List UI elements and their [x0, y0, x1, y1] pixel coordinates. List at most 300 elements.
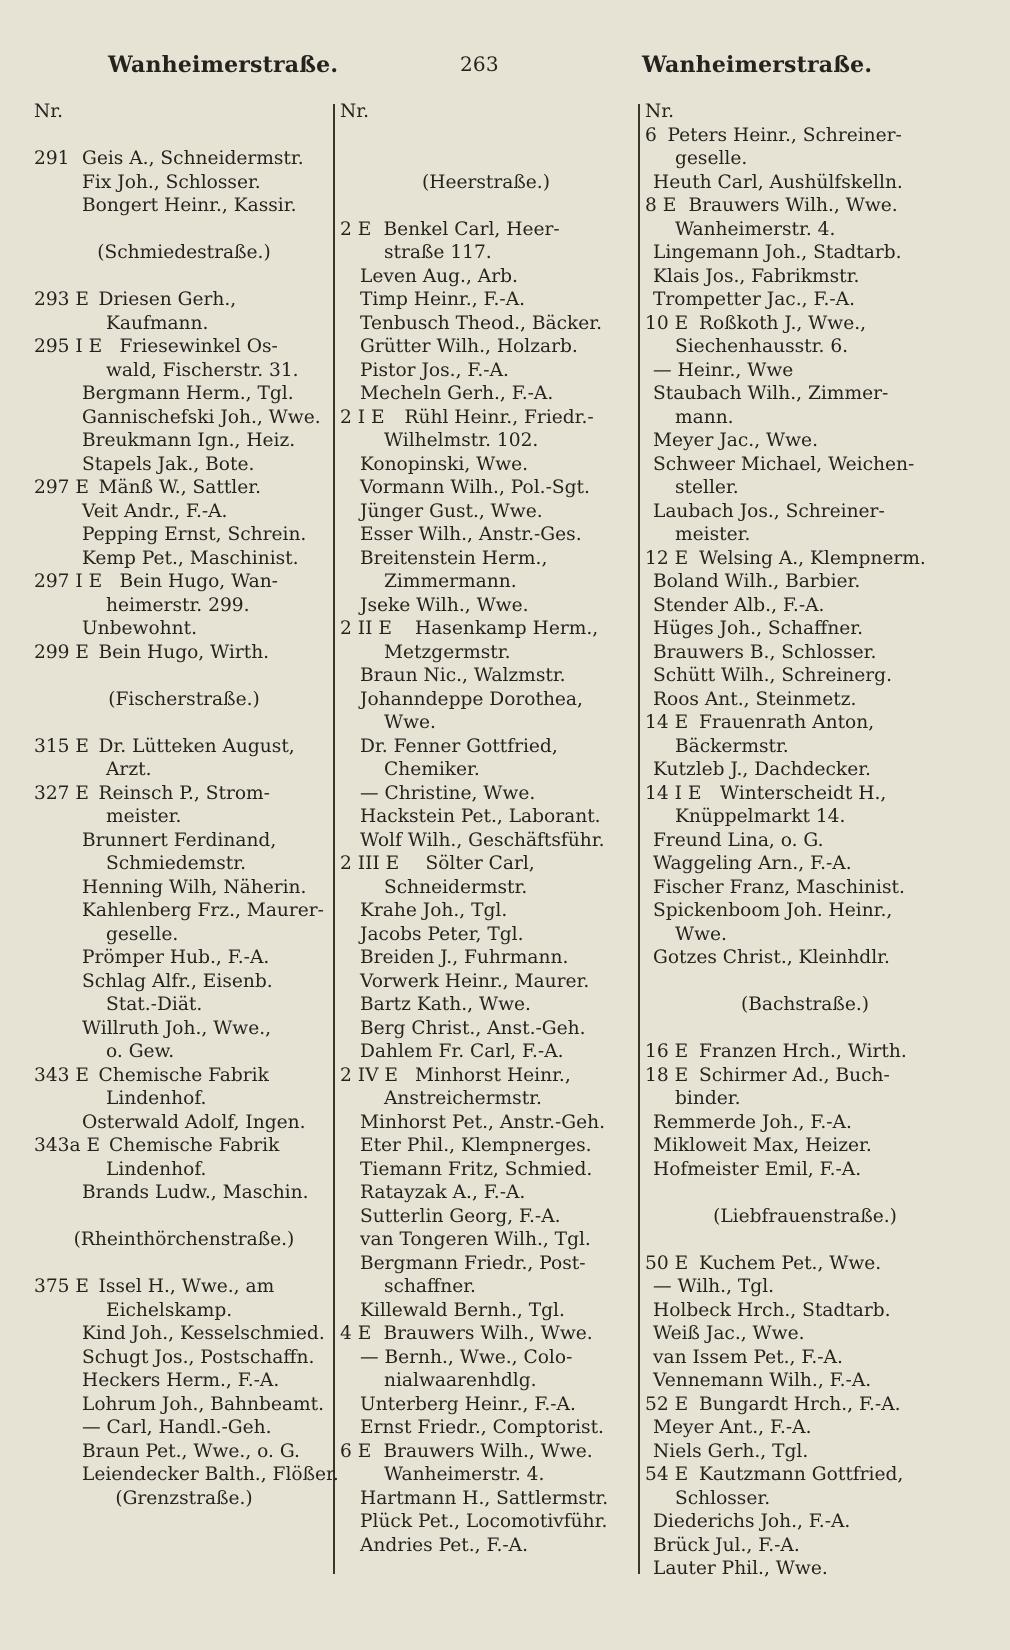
entry-continuation	[340, 429, 632, 453]
resident-text: Kutzleb J., Dachdecker.	[653, 759, 871, 780]
directory-entry	[645, 1534, 965, 1558]
resident-text: Andries Pet., F.-A.	[360, 1534, 529, 1556]
entry-continuation	[645, 923, 965, 947]
house-number: 343 E	[34, 1064, 89, 1086]
entry-continuation	[340, 758, 632, 782]
entry-continuation	[340, 1369, 632, 1393]
entry-continuation	[34, 1158, 334, 1182]
resident-text: Lauter Phil., Wwe.	[653, 1558, 828, 1579]
resident-text: Brands Ludw., Maschin.	[82, 1182, 309, 1203]
resident-text: Rühl Heinr., Friedr.-	[404, 406, 594, 428]
resident-text: Henning Wilh, Näherin.	[82, 876, 307, 898]
resident-text: van Tongeren Wilh., Tgl.	[360, 1229, 591, 1250]
resident-text: Zimmermann.	[384, 571, 517, 592]
directory-entry	[340, 1064, 632, 1088]
house-number: 2 II E	[340, 618, 392, 639]
directory-entry	[340, 993, 632, 1017]
entry-continuation	[34, 312, 334, 336]
directory-entry	[645, 876, 965, 900]
directory-entry	[340, 1346, 632, 1370]
entry-continuation	[340, 241, 632, 265]
directory-entry	[34, 1275, 334, 1299]
house-number: 4 E	[340, 1323, 372, 1344]
directory-entry	[34, 1463, 339, 1487]
page-number: 263	[460, 52, 499, 76]
resident-text: Arzt.	[106, 759, 152, 780]
resident-text: Bergmann Herm., Tgl.	[82, 383, 294, 404]
street-section-heading: (Fischerstraße.)	[108, 688, 260, 710]
resident-text: Kahlenberg Frz., Maurer-	[82, 900, 324, 921]
resident-text: Issel H., Wwe., am	[98, 1276, 275, 1297]
entry-continuation	[34, 594, 334, 618]
resident-text: Wanheimerstr. 4.	[384, 1464, 545, 1485]
directory-entry	[645, 500, 965, 524]
resident-text: Tenbusch Theod., Bäcker.	[360, 312, 603, 334]
house-number: 375 E	[34, 1276, 89, 1297]
resident-text: Schmiedemstr.	[106, 853, 247, 874]
entry-continuation	[340, 711, 632, 735]
directory-entry	[645, 641, 965, 665]
directory-entry	[645, 688, 965, 712]
directory-entry	[340, 664, 632, 688]
resident-text: — Carl, Handl.-Geh.	[82, 1417, 272, 1438]
street-section-heading: (Heerstraße.)	[422, 171, 550, 193]
directory-entry	[34, 171, 334, 195]
directory-entry	[34, 194, 334, 218]
resident-text: Wolf Wilh., Geschäftsführ.	[360, 829, 605, 851]
resident-text: Osterwald Adolf, Ingen.	[82, 1111, 306, 1133]
directory-entry	[645, 312, 965, 336]
house-number: 2 I E	[340, 406, 385, 428]
directory-entry	[34, 782, 334, 806]
entry-continuation	[645, 1087, 965, 1111]
house-number: 295 I E	[34, 336, 103, 357]
resident-text: Chemische Fabrik	[109, 1135, 280, 1156]
resident-text: Prömper Hub., F.-A.	[82, 947, 270, 968]
resident-text: van Issem Pet., F.-A.	[653, 1346, 843, 1368]
house-number: 297 E	[34, 477, 89, 498]
directory-entry	[645, 1346, 965, 1370]
resident-text: steller.	[675, 477, 739, 498]
resident-text: Hasenkamp Herm.,	[415, 618, 599, 639]
directory-entry	[645, 288, 965, 312]
resident-text: Diederichs Joh., F.-A.	[653, 1511, 851, 1532]
resident-text: Brauwers Wilh., Wwe.	[688, 195, 898, 216]
directory-entry	[645, 852, 965, 876]
entry-continuation	[34, 1299, 334, 1323]
resident-text: wald, Fischerstr. 31.	[106, 359, 299, 381]
house-number: 54 E	[645, 1464, 689, 1485]
resident-text: Kautzmann Gottfried,	[699, 1464, 904, 1485]
resident-text: Eter Phil., Klempnerges.	[360, 1135, 592, 1156]
resident-text: Johanndeppe Dorothea,	[360, 688, 583, 710]
resident-text: Lindenhof.	[106, 1088, 207, 1109]
house-number: 8 E	[645, 195, 677, 216]
directory-entry	[645, 782, 965, 806]
running-head-right: Wanheimerstraße.	[642, 52, 873, 78]
directory-entry	[340, 1181, 632, 1205]
resident-text: Timp Heinr., F.-A.	[360, 289, 526, 310]
resident-text: Lindenhof.	[106, 1158, 207, 1180]
spacer	[340, 194, 632, 218]
resident-text: Jünger Gust., Wwe.	[360, 500, 543, 522]
resident-text: Pepping Ernst, Schrein.	[82, 524, 307, 545]
resident-text: Kind Joh., Kesselschmied.	[82, 1323, 325, 1344]
resident-text: binder.	[675, 1088, 741, 1109]
resident-text: schaffner.	[384, 1276, 476, 1297]
entry-continuation	[645, 735, 965, 759]
directory-entry	[34, 547, 334, 571]
directory-entry	[34, 1181, 334, 1205]
directory-entry	[34, 570, 334, 594]
house-number: 14 E	[645, 712, 689, 733]
resident-text: Dr. Fenner Gottfried,	[360, 735, 558, 757]
resident-text: Hüges Joh., Schaffner.	[653, 618, 864, 639]
resident-text: o. Gew.	[106, 1041, 175, 1062]
directory-entry	[340, 1416, 632, 1440]
resident-text: Plück Pet., Locomotivführ.	[360, 1511, 608, 1532]
resident-text: Siechenhausstr. 6.	[675, 336, 849, 357]
resident-text: Braun Nic., Walzmstr.	[360, 665, 566, 686]
house-number: 10 E	[645, 312, 689, 334]
entry-continuation	[645, 805, 965, 829]
resident-text: Schneidermstr.	[384, 876, 528, 898]
spacer	[645, 1228, 965, 1252]
directory-entry	[645, 194, 965, 218]
directory-entry	[340, 547, 632, 571]
spacer	[34, 1252, 334, 1276]
entry-continuation	[340, 1463, 632, 1487]
entry-continuation	[34, 758, 334, 782]
directory-entry	[645, 1510, 965, 1534]
entry-continuation	[645, 147, 965, 171]
resident-text: Braun Pet., Wwe., o. G.	[82, 1440, 300, 1462]
column-2	[340, 100, 632, 1557]
street-section-heading: (Rheinthörchenstraße.)	[73, 1229, 295, 1250]
resident-text: Meyer Ant., F.-A.	[653, 1417, 812, 1438]
directory-entry	[645, 1134, 965, 1158]
directory-entry	[645, 570, 965, 594]
resident-text: Unbewohnt.	[82, 618, 197, 639]
directory-entry	[645, 359, 965, 383]
resident-text: Kemp Pet., Maschinist.	[82, 547, 299, 569]
resident-text: geselle.	[106, 923, 179, 945]
resident-text: Mänß W., Sattler.	[98, 477, 261, 498]
resident-text: Sutterlin Georg, F.-A.	[360, 1205, 561, 1227]
directory-entry	[34, 1064, 334, 1088]
directory-entry	[340, 335, 632, 359]
directory-entry	[645, 124, 965, 148]
resident-text: Sölter Carl,	[425, 853, 535, 874]
directory-entry	[34, 500, 334, 524]
directory-entry	[340, 359, 632, 383]
resident-text: Wanheimerstr. 4.	[675, 218, 836, 240]
directory-entry	[645, 1557, 965, 1581]
running-head-left: Wanheimerstraße.	[108, 52, 339, 78]
directory-entry	[340, 406, 632, 430]
directory-entry	[340, 829, 632, 853]
directory-entry	[645, 1252, 965, 1276]
directory-entry	[340, 1228, 632, 1252]
resident-text: Schirmer Ad., Buch-	[699, 1064, 890, 1086]
directory-entry	[645, 664, 965, 688]
house-number: 315 E	[34, 735, 89, 757]
resident-text: Boland Wilh., Barbier.	[653, 571, 861, 592]
resident-text: Konopinski, Wwe.	[360, 453, 529, 475]
directory-entry	[34, 641, 334, 665]
directory-entry	[34, 1440, 334, 1464]
resident-text: Driesen Gerh.,	[98, 289, 237, 310]
entry-continuation	[34, 359, 334, 383]
resident-text: Ratayzak A., F.-A.	[360, 1182, 526, 1203]
directory-entry	[34, 829, 334, 853]
directory-entry	[340, 688, 632, 712]
house-number: 2 E	[340, 218, 372, 240]
directory-entry	[340, 288, 632, 312]
resident-text: Brauwers B., Schlosser.	[653, 641, 877, 663]
directory-entry	[645, 1369, 965, 1393]
directory-entry	[340, 899, 632, 923]
entry-continuation	[34, 993, 334, 1017]
resident-text: Unterberg Heinr., F.-A.	[360, 1393, 576, 1415]
resident-text: Schweer Michael, Weichen-	[653, 453, 915, 475]
directory-entry	[34, 523, 334, 547]
resident-text: Franzen Hrch., Wirth.	[699, 1041, 907, 1062]
resident-text: Chemische Fabrik	[98, 1064, 269, 1086]
entry-continuation	[34, 852, 334, 876]
directory-entry	[34, 1393, 334, 1417]
resident-text: Hackstein Pet., Laborant.	[360, 806, 601, 827]
directory-entry	[645, 171, 965, 195]
house-number: 291	[34, 148, 70, 169]
entry-continuation	[645, 218, 965, 242]
resident-text: Breiden J., Fuhrmann.	[360, 947, 569, 968]
directory-entry	[340, 1134, 632, 1158]
resident-text: Roßkoth J., Wwe.,	[699, 312, 867, 334]
entry-continuation	[34, 1087, 334, 1111]
directory-entry	[34, 335, 334, 359]
directory-entry	[34, 382, 334, 406]
spacer	[34, 265, 334, 289]
column-3	[645, 100, 965, 1581]
resident-text: Remmerde Joh., F.-A.	[653, 1111, 852, 1133]
house-number: 2 III E	[340, 853, 400, 874]
resident-text: Spickenboom Joh. Heinr.,	[653, 900, 893, 921]
resident-text: Mecheln Gerh., F.-A.	[360, 383, 554, 404]
house-number: 16 E	[645, 1041, 689, 1062]
directory-entry	[645, 547, 965, 571]
resident-text: Schlag Alfr., Eisenb.	[82, 970, 273, 992]
resident-text: Hofmeister Emil, F.-A.	[653, 1158, 862, 1180]
resident-text: Kaufmann.	[106, 312, 209, 334]
entry-continuation	[645, 406, 965, 430]
directory-entry	[340, 852, 632, 876]
spacer	[340, 124, 632, 148]
resident-text: — Wilh., Tgl.	[653, 1276, 775, 1297]
spacer	[34, 1205, 334, 1229]
resident-text: Hartmann H., Sattlermstr.	[360, 1487, 609, 1509]
directory-entry	[340, 1393, 632, 1417]
resident-text: Wilhelmstr. 102.	[384, 430, 539, 451]
directory-entry	[34, 1017, 334, 1041]
directory-entry	[645, 1322, 965, 1346]
house-number: 18 E	[645, 1064, 689, 1086]
resident-text: — Christine, Wwe.	[360, 782, 536, 804]
house-number: 299 E	[34, 641, 89, 663]
directory-entry	[34, 899, 334, 923]
directory-entry	[34, 1346, 334, 1370]
street-section-heading: (Bachstraße.)	[741, 994, 869, 1015]
entry-continuation	[340, 1275, 632, 1299]
directory-entry	[645, 1463, 965, 1487]
resident-text: Willruth Joh., Wwe.,	[82, 1017, 272, 1039]
directory-entry	[34, 1134, 334, 1158]
entry-continuation	[34, 1040, 334, 1064]
house-number: 6	[645, 124, 657, 146]
entry-continuation	[645, 476, 965, 500]
column-number-heading: Nr.	[340, 101, 370, 122]
resident-text: Gotzes Christ., Kleinhdlr.	[653, 947, 890, 968]
resident-text: Holbeck Hrch., Stadtarb.	[653, 1299, 891, 1321]
directory-entry	[645, 382, 965, 406]
directory-entry	[645, 1393, 965, 1417]
resident-text: Minhorst Pet., Anstr.-Geh.	[360, 1111, 606, 1133]
directory-entry	[645, 758, 965, 782]
directory-entry	[34, 288, 334, 312]
resident-text: Wwe.	[675, 923, 727, 945]
resident-text: Brück Jul., F.-A.	[653, 1534, 800, 1556]
directory-entry	[34, 1322, 334, 1346]
house-number: 50 E	[645, 1252, 689, 1274]
column-1	[34, 100, 339, 1510]
entry-continuation	[340, 641, 632, 665]
resident-text: Schütt Wilh., Schreinerg.	[653, 665, 892, 686]
resident-text: Bein Hugo, Wan-	[119, 571, 278, 592]
resident-text: Waggeling Arn., F.-A.	[653, 853, 852, 874]
directory-entry	[34, 147, 334, 171]
resident-text: Breitenstein Herm.,	[360, 547, 548, 569]
resident-text: Stapels Jak., Bote.	[82, 453, 255, 475]
resident-text: Grütter Wilh., Holzarb.	[360, 336, 578, 357]
resident-text: Bergmann Friedr., Post-	[360, 1252, 586, 1274]
resident-text: Leiendecker Balth., Flößer.	[82, 1464, 339, 1485]
resident-text: Niels Gerh., Tgl.	[653, 1440, 809, 1462]
directory-entry	[645, 1275, 965, 1299]
column-number-heading: Nr.	[34, 101, 64, 122]
spacer	[34, 664, 334, 688]
resident-text: Winterscheidt H.,	[720, 782, 887, 804]
directory-entry	[645, 1111, 965, 1135]
directory-entry	[34, 876, 334, 900]
directory-entry	[645, 899, 965, 923]
entry-continuation	[340, 876, 632, 900]
directory-entry	[340, 453, 632, 477]
entry-continuation	[645, 335, 965, 359]
directory-entry	[645, 617, 965, 641]
directory-entry	[34, 476, 334, 500]
street-section-heading: (Liebfrauenstraße.)	[713, 1205, 897, 1227]
resident-text: Brunnert Ferdinand,	[82, 829, 277, 851]
resident-text: Killewald Bernh., Tgl.	[360, 1299, 565, 1321]
resident-text: Kuchem Pet., Wwe.	[699, 1252, 882, 1274]
directory-entry	[340, 1534, 632, 1558]
resident-text: Pistor Jos., F.-A.	[360, 359, 509, 381]
resident-text: Reinsch P., Strom-	[98, 782, 270, 804]
directory-entry	[340, 1252, 632, 1276]
resident-text: Berg Christ., Anst.-Geh.	[360, 1017, 586, 1039]
directory-entry	[34, 735, 334, 759]
directory-entry	[340, 1017, 632, 1041]
resident-text: Chemiker.	[384, 759, 480, 780]
house-number: 6 E	[340, 1440, 372, 1462]
resident-text: Brauwers Wilh., Wwe.	[383, 1440, 593, 1462]
spacer	[645, 970, 965, 994]
directory-entry	[340, 946, 632, 970]
directory-entry	[645, 1299, 965, 1323]
entry-continuation	[34, 923, 334, 947]
directory-entry	[34, 1416, 334, 1440]
resident-text: straße 117.	[384, 242, 492, 263]
resident-text: Klais Jos., Fabrikmstr.	[653, 265, 860, 287]
resident-text: Stat.-Diät.	[106, 994, 203, 1015]
resident-text: Anstreichermstr.	[384, 1088, 542, 1109]
directory-entry	[340, 1510, 632, 1534]
resident-text: Benkel Carl, Heer-	[383, 218, 560, 240]
house-number: 343a E	[34, 1135, 101, 1156]
entry-continuation	[340, 1087, 632, 1111]
resident-text: — Heinr., Wwe	[653, 359, 794, 381]
directory-entry	[34, 1111, 334, 1135]
directory-entry	[645, 946, 965, 970]
resident-text: Vennemann Wilh., F.-A.	[653, 1370, 872, 1391]
entry-continuation	[645, 523, 965, 547]
directory-entry	[34, 946, 334, 970]
directory-entry	[340, 1205, 632, 1229]
resident-text: Mikloweit Max, Heizer.	[653, 1135, 872, 1156]
resident-text: Knüppelmarkt 14.	[675, 806, 846, 827]
directory-entry	[645, 265, 965, 289]
resident-text: Fix Joh., Schlosser.	[82, 171, 261, 193]
resident-text: Heuth Carl, Aushülfskelln.	[653, 171, 903, 193]
resident-text: Esser Wilh., Anstr.-Ges.	[360, 524, 582, 545]
directory-entry	[340, 312, 632, 336]
street-section-heading: (Grenzstraße.)	[115, 1487, 253, 1509]
directory-entry	[340, 1487, 632, 1511]
resident-text: — Bernh., Wwe., Colo-	[360, 1346, 573, 1368]
directory-entry	[34, 617, 334, 641]
directory-entry	[340, 594, 632, 618]
resident-text: Laubach Jos., Schreiner-	[653, 500, 885, 522]
resident-text: Heckers Herm., F.-A.	[82, 1370, 280, 1391]
resident-text: Gannischefski Joh., Wwe.	[82, 406, 321, 428]
resident-text: Fischer Franz, Maschinist.	[653, 876, 905, 898]
resident-text: Wwe.	[384, 712, 436, 733]
resident-text: meister.	[675, 524, 751, 545]
house-number: 2 IV E	[340, 1064, 398, 1086]
resident-text: Geis A., Schneidermstr.	[82, 148, 304, 169]
directory-entry	[645, 829, 965, 853]
resident-text: Jacobs Peter, Tgl.	[360, 923, 524, 945]
resident-text: Schlosser.	[675, 1487, 771, 1509]
resident-text: Eichelskamp.	[106, 1299, 233, 1321]
resident-text: Bongert Heinr., Kassir.	[82, 195, 297, 216]
resident-text: Vormann Wilh., Pol.-Sgt.	[360, 477, 590, 498]
resident-text: Schugt Jos., Postschaffn.	[82, 1346, 315, 1368]
directory-entry	[340, 1040, 632, 1064]
resident-text: Leven Aug., Arb.	[360, 265, 518, 287]
spacer	[34, 124, 334, 148]
directory-entry	[340, 523, 632, 547]
